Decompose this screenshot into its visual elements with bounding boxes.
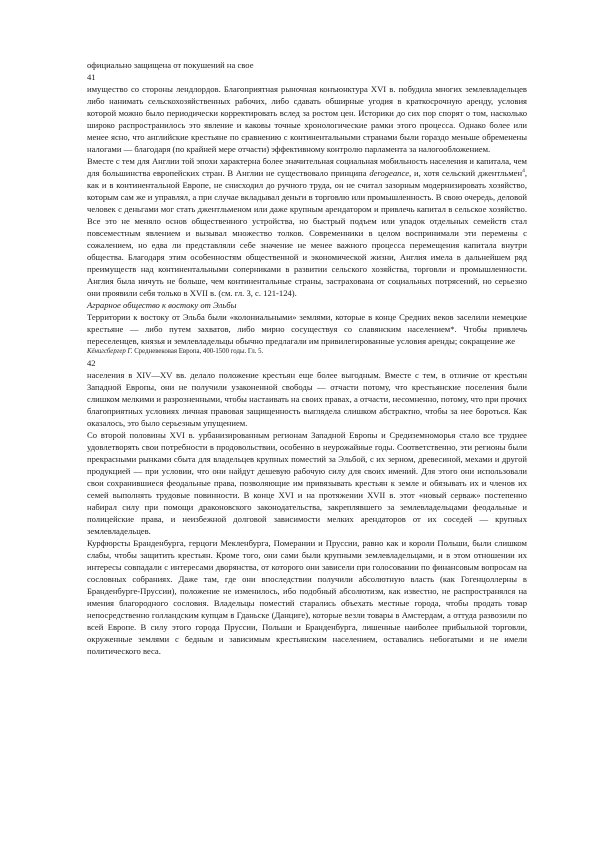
term-derogeance: derogeance,: [369, 168, 412, 178]
paragraph-6: Курфюрсты Бранденбурга, герцоги Мекленбурга, Померании и Пруссии, равно как и короли Польши, были слишком слабы, чтобы защитить крестьян. Кроме того, они сами были крупными землевладельцами, и в этом отношении их интересы совпадали с интересами дворянства, от которого они зависели при голосовании по финансовым вопросам на сословных собраниях. Даже там, где они впоследствии получили абсолютную власть (как Гогенцоллерны в Бранденбурге-Пруссии), положение не изменилось, ибо подобный абсолютизм, как известно, не распространялся на имения благородного сословия. Владельцы поместий старались объехать местные города, чтобы продать товар непосредственно голландским купцам в Гданьске (Данциге), которые везли товары в Амстердам, а оттуда развозили по всей Европе. В силу этого города Пруссии, Польши и Бранденбурга, лишенные наиболее прибыльной торговли, окруженные землями с бедным и зависимым крестьянским населением, оставались небогатыми и не имели политического веса.: [87, 538, 527, 656]
paragraph-1: имущество со стороны лендлордов. Благоприятная рыночная конъюнктура XVI в. побудила многих землевладельцев либо нанимать сельскохозяйственных рабочих, либо сдавать обширные угодия в краткосрочную аренду, условия которой можно было периодически корректировать вслед за ростом цен. Историки до сих пор спорят о том, насколько широко распространилось это явление и каковы точные хронологические рамки этого процесса. Однако более или менее ясно, что английские крестьяне по сравнению с континентальными странами были гораздо меньше обременены налогами — благодаря (по крайней мере отчасти) эффективному контролю парламента за налогообложением.: [87, 84, 527, 154]
paragraph-2-part-a: Вместе с тем для Англии той эпохи характерна более значительная социальная мобильность населения и капитала, чем для большинства европейских стран. В Англии не существовало принципа: [87, 156, 527, 178]
paragraph-3: Территории к востоку от Эльба были «колониальными» землями, которые в конце Средних веков заселили немецкие крестьяне — либо путем захватов, либо мирно сосуществуя со славянским населением*. Чтобы привлечь переселенцев, князья и землевладельцы обычно предлагали им привилегированные условия аренды; сокращение же: [87, 312, 527, 346]
paragraph-2-part-c: , как и в континентальной Европе, не снисходил до ручного труда, он не считал зазорным модернизировать хозяйство, которым сам же и управлял, а при случае вкладывал деньги в торговлю или промышленность. В свою очередь, деловой человек с деньгами мог стать джентльменом или даже крупным арендатором и привлечь капитал в сельское хозяйство. Все это не меняло основ общественного устройства, но быстрый подъем или упадок отдельных семейств стал повсеместным явлением и вызывал множество толков. Современники в целом воспринимали эти перемены с сожалением, но едва ли представляли себе значение не менее важного процесса перемещения капитала внутри общества. Благодаря этим особенностям общественной и экономической жизни, Англия имела в дальнейшем ряд преимуществ над континентальными соперниками в развитии сельского хозяйства, торговли и промышленности. Англия была ничуть не больше, чем континентальные страны, застрахована от социальных потрясений, но серьезно они проявили себя только в XVII в. (см. гл. 3, с. 121-124).: [87, 168, 527, 298]
paragraph-2: [87, 155, 527, 299]
paragraph-5: Со второй половины XVI в. урбанизированным регионам Западной Европы и Средиземноморья стало все труднее удовлетворять свои потребности в продовольствии, особенно в неурожайные годы. Соответственно, эти регионы были прекрасными рынками сбыта для владельцев крупных поместий за Эльбой, с их зерном, древесиной, мехами и другой продукцией — при условии, что они найдут дешевую рабочую силу для своих имений. Для этого они использовали свои сохранившиеся феодальные права, позволяющие им привязывать крестьян к земле и обязывать их и членов их семей выполнять трудовые повинности. В конце XVI и на протяжении XVII в. этот «новый серваж» постепенно набирал силу при помощи драконовского законодательства, закреплявшего за землевладельцами феодальные и полицейские права, и неизбежной долговой зависимости мелких арендаторов от их соседей — крупных землевладельцев.: [87, 430, 527, 536]
page-number-41: 41: [87, 72, 96, 82]
paragraph-2-part-b: и, хотя сельский джентльмен: [411, 168, 523, 178]
page-number-42: 42: [87, 358, 96, 368]
section-heading: Аграрное общество к востоку от Эльбы: [87, 300, 237, 310]
footnote-text: Средневековая Европа, 400-1500 годы. Гл. 5.: [132, 348, 264, 355]
footnote-ref-4: 4: [522, 168, 525, 175]
document-page: [87, 59, 527, 657]
top-line: официально защищена от покушений на свое: [87, 60, 254, 70]
paragraph-4: населения в XIV—XV вв. делало положение крестьян еще более выгодным. Вместе с тем, в отличие от крестьян Западной Европы, они не получили узаконенной свободы — отчасти потому, что крестьянские поселения были слишком мелкими и разрозненными, чтобы настаивать на своих правах, а отчасти, несомненно, потому, что при прочих благоприятных условиях личная правовая защищенность выглядела слишком абстрактно, чтобы за нее бороться. Как оказалось, это было серьезным упущением.: [87, 370, 527, 428]
footnote: [87, 347, 527, 357]
footnote-author: Кёнигсбергер Г.: [87, 348, 133, 355]
